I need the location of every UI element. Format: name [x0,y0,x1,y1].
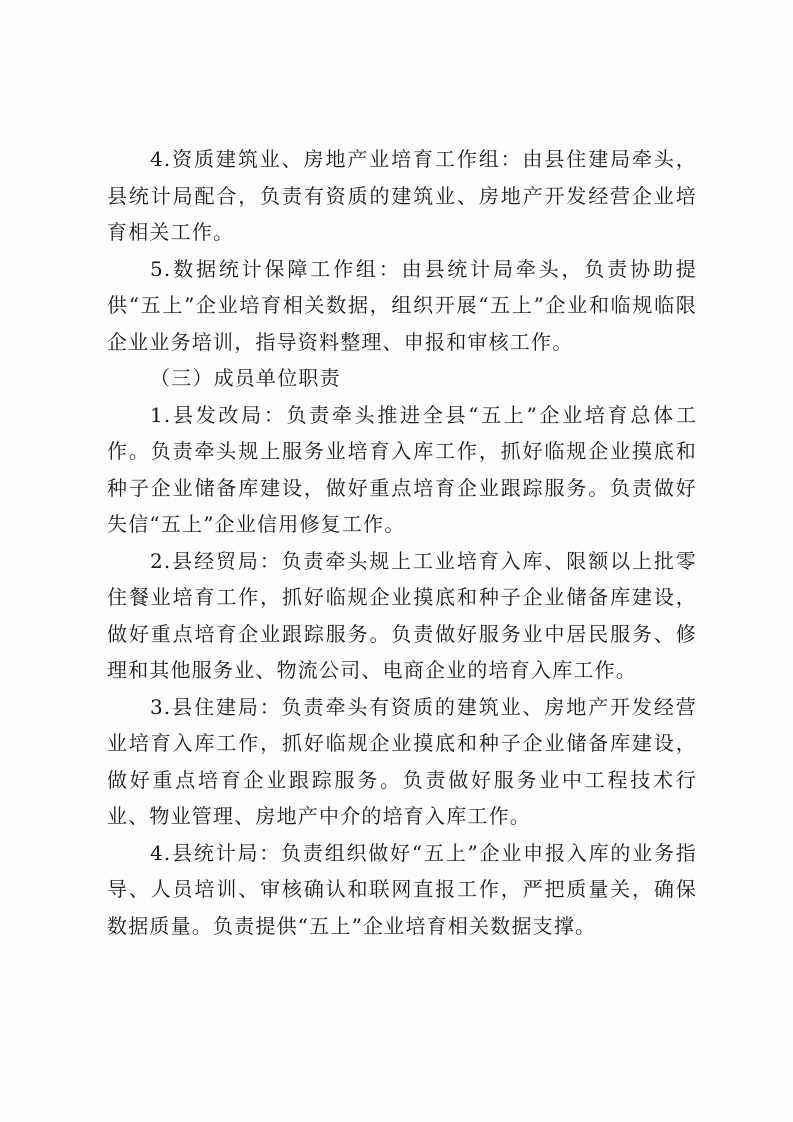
paragraph-workgroup-5: 5.数据统计保障工作组：由县统计局牵头，负责协助提供“五上”企业培育相关数据，组织开展“五上”企业和临规临限企业业务培训，指导资料整理、申报和审核工作。 [107,256,697,354]
paragraph-duty-3: 3.县住建局：负责牵头有资质的建筑业、房地产开发经营业培育入库工作，抓好临规企业摸底和种子企业储备库建设，做好重点培育企业跟踪服务。负责做好服务业中工程技术行业、物业管理、房地产中介的培育入库工作。 [107,694,697,828]
paragraph-workgroup-4: 4.资质建筑业、房地产业培育工作组：由县住建局牵头，县统计局配合，负责有资质的建筑业、房地产开发经营企业培育相关工作。 [107,147,697,244]
paragraph-duty-4: 4.县统计局：负责组织做好“五上”企业申报入库的业务指导、人员培训、审核确认和联网直报工作，严把质量关，确保数据质量。负责提供“五上”企业培育相关数据支撑。 [107,840,697,938]
paragraph-duty-1: 1.县发改局：负责牵头推进全县“五上”企业培育总体工作。负责牵头规上服务业培育入库工作，抓好临规企业摸底和种子企业储备库建设，做好重点培育企业跟踪服务。负责做好失信“五上”企业信用修复工作。 [107,402,697,536]
paragraph-duty-2: 2.县经贸局：负责牵头规上工业培育入库、限额以上批零住餐业培育工作，抓好临规企业摸底和种子企业储备库建设，做好重点培育企业跟踪服务。负责做好服务业中居民服务、修理和其他服务业、物流公司、电商企业的培育入库工作。 [107,548,697,682]
section-heading: （三）成员单位职责 [150,366,341,390]
document-body [107,141,697,944]
